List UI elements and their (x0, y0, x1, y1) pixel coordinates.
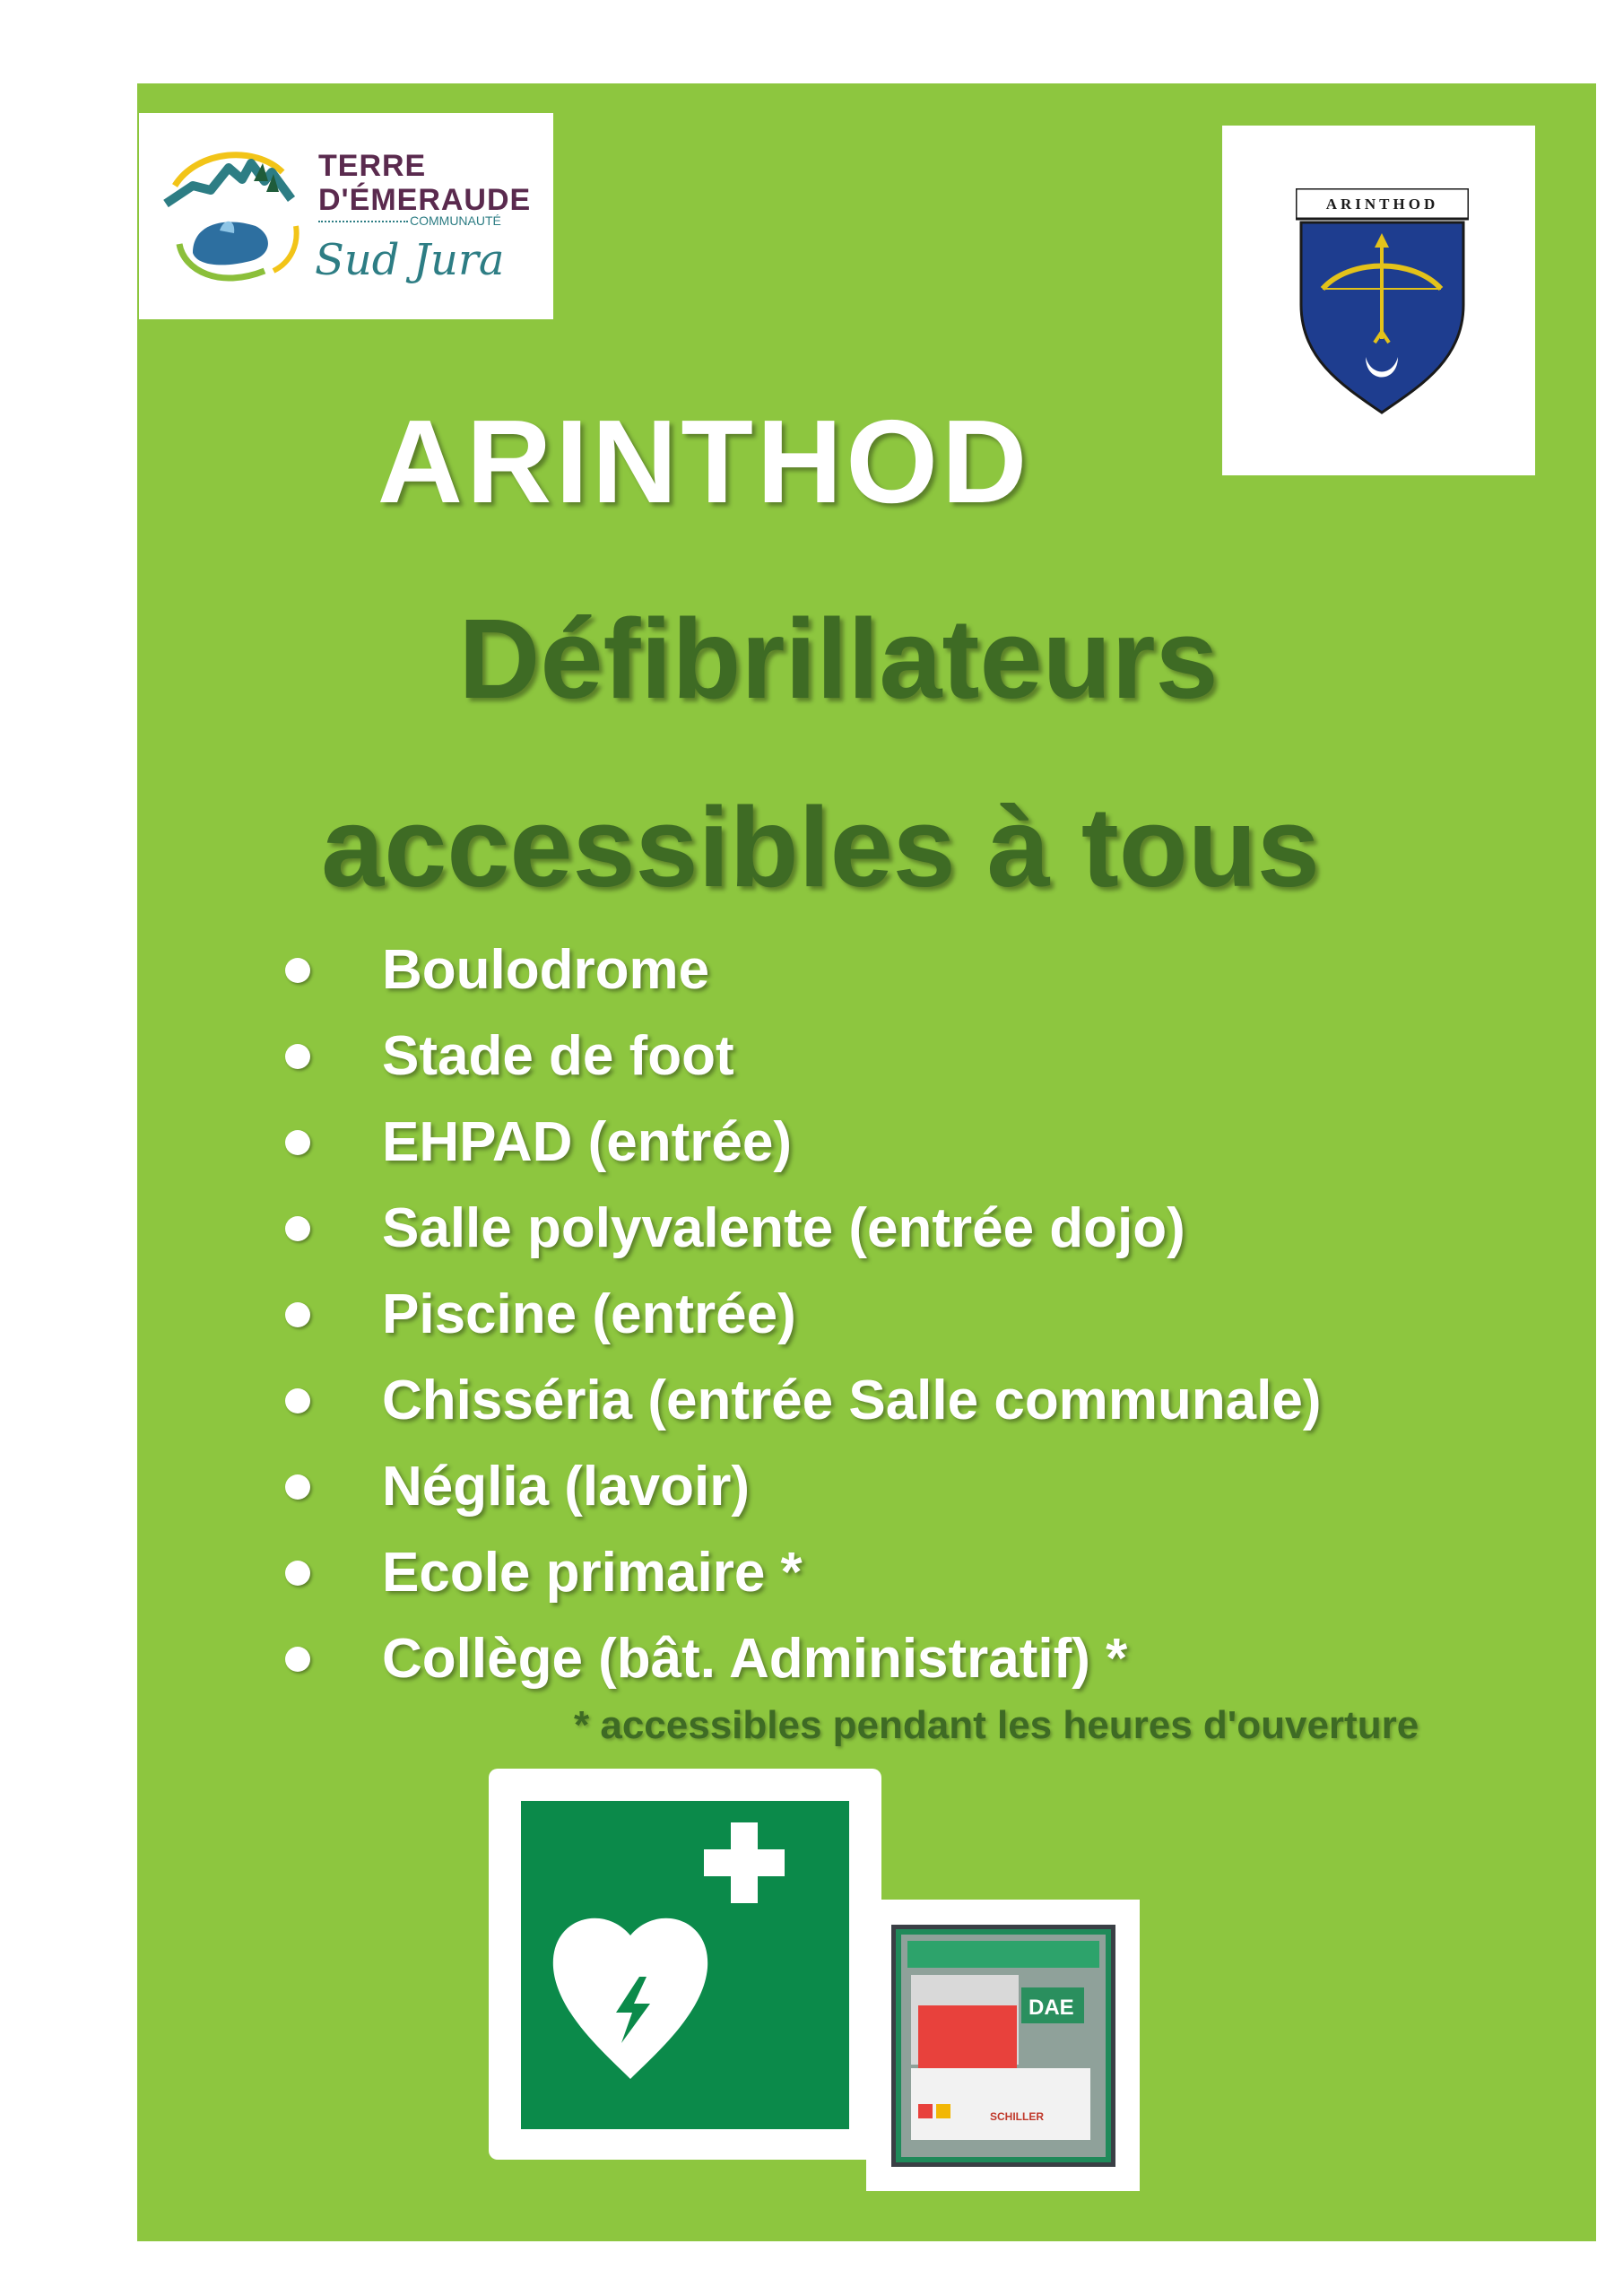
logo-line-sud-jura: Sud Jura (315, 235, 505, 285)
list-item (285, 1367, 1541, 1439)
logo-line-terre: TERRE (318, 149, 427, 183)
aed-heart-lightning-icon (489, 1769, 881, 2160)
list-item-label: EHPAD (entrée) (382, 1111, 793, 1173)
aed-cabinet-photo (866, 1900, 1140, 2191)
list-item (285, 1539, 1541, 1611)
list-item-label: Stade de foot (382, 1025, 734, 1087)
logo-line-communaute: COMMUNAUTÉ (410, 213, 501, 228)
list-item (285, 1022, 1541, 1094)
logo-line-emeraude: D'ÉMERAUDE (318, 183, 532, 217)
list-item-label: Piscine (entrée) (382, 1283, 796, 1345)
list-item-label: Boulodrome (382, 939, 710, 1001)
headline-accessibles: accessibles à tous (321, 784, 1320, 910)
list-item-label: Salle polyvalente (entrée dojo) (382, 1197, 1185, 1259)
coat-of-arms-shield-icon (1296, 188, 1469, 422)
crest-banner-label: ARINTHOD (1325, 196, 1439, 213)
aed-device-label: DAE (1028, 1996, 1074, 2020)
bullet-icon (285, 1647, 310, 1672)
bullet-icon (285, 1130, 310, 1155)
town-title: ARINTHOD (377, 396, 1031, 527)
bullet-icon (285, 1044, 310, 1069)
list-item-label: Ecole primaire * (382, 1542, 803, 1604)
list-item (285, 1195, 1541, 1266)
bullet-icon (285, 1561, 310, 1586)
aed-cabinet-image (891, 1925, 1115, 2167)
aed-brand-label: SCHILLER (990, 2110, 1044, 2123)
bullet-icon (285, 958, 310, 983)
list-item (285, 936, 1541, 1008)
headline-defibrillateurs: Défibrillateurs (458, 596, 1219, 722)
bullet-icon (285, 1216, 310, 1241)
list-item (285, 1281, 1541, 1352)
list-item (285, 1625, 1541, 1697)
terre-demeraude-logo (139, 113, 553, 319)
list-item (285, 1453, 1541, 1525)
list-item-label: Néglia (lavoir) (382, 1456, 750, 1518)
bullet-icon (285, 1302, 310, 1327)
aed-sign (489, 1769, 881, 2160)
mountain-lake-logo-icon (157, 136, 309, 289)
bullet-icon (285, 1474, 310, 1500)
list-item (285, 1109, 1541, 1180)
opening-hours-footnote: * accessibles pendant les heures d'ouverture (574, 1703, 1419, 1747)
bullet-icon (285, 1388, 310, 1413)
list-item-label: Chisséria (entrée Salle communale) (382, 1370, 1322, 1431)
list-item-label: Collège (bât. Administratif) * (382, 1628, 1128, 1690)
logo-divider (318, 221, 408, 222)
